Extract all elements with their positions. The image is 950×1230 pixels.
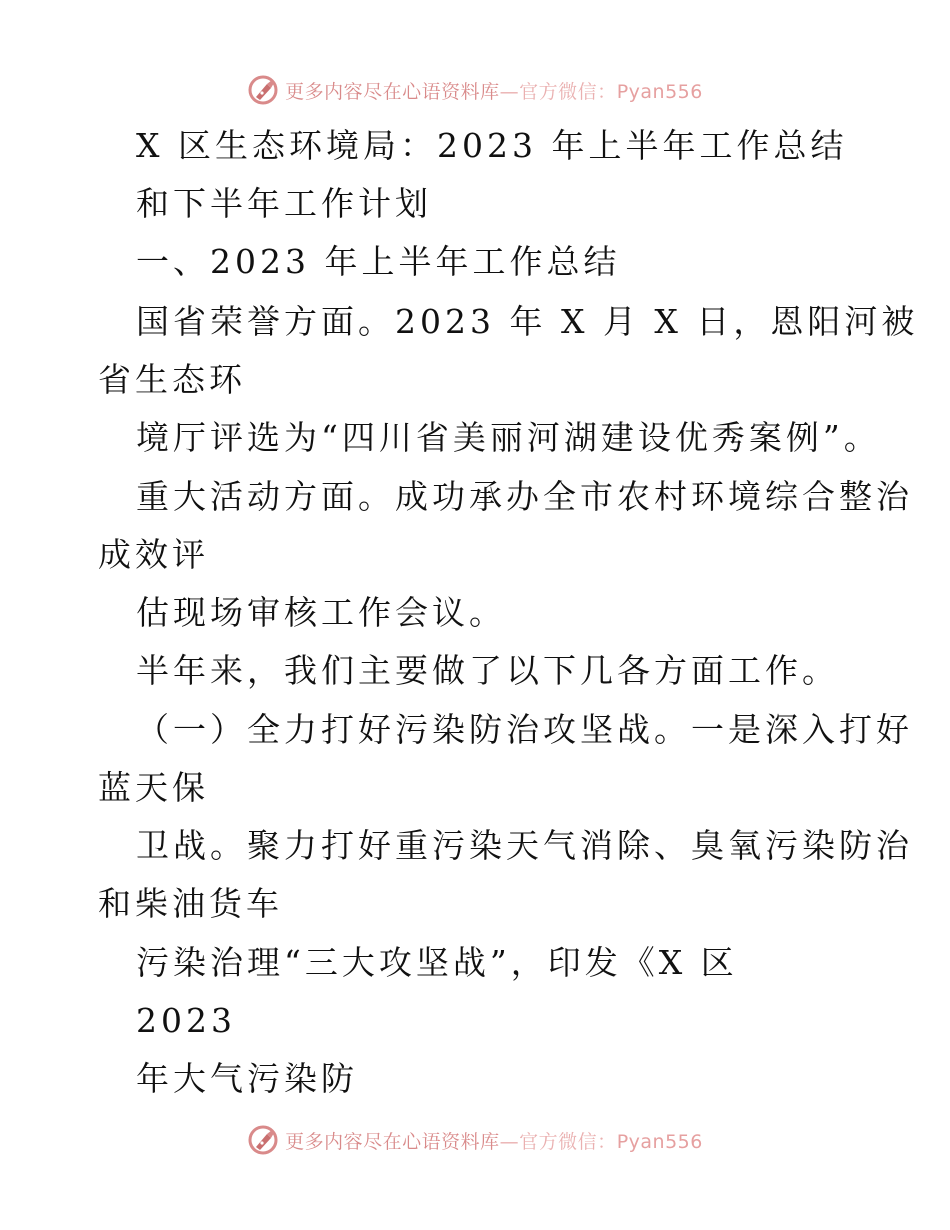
paragraph-line: 重大活动方面。成功承办全市农村环境综合整治 <box>136 477 913 516</box>
paragraph-line: 估现场审核工作会议。 <box>136 593 506 632</box>
pen-nib-circle-icon <box>247 74 279 106</box>
paragraph-line: （一）全力打好污染防治攻坚战。一是深入打好 <box>136 710 913 749</box>
pen-nib-circle-icon <box>247 1124 279 1156</box>
paragraph-line: 成效评 <box>98 535 209 574</box>
document-title-line-1: X 区生态环境局：2023 年上半年工作总结 <box>136 126 848 165</box>
paragraph-line: 和柴油货车 <box>98 884 283 923</box>
watermark-text: 更多内容尽在心语资料库—官方微信：Pyan556 <box>285 80 703 103</box>
watermark-header <box>0 70 950 110</box>
paragraph-line: 蓝天保 <box>98 768 209 807</box>
paragraph-line: 2023 <box>136 1001 236 1040</box>
watermark-footer <box>0 1120 950 1160</box>
paragraph-line: 省生态环 <box>98 360 246 399</box>
paragraph-line: 境厅评选为“四川省美丽河湖建设优秀案例”。 <box>136 418 881 457</box>
section-heading: 一、2023 年上半年工作总结 <box>136 242 621 281</box>
watermark-text: 更多内容尽在心语资料库—官方微信：Pyan556 <box>285 1130 703 1153</box>
paragraph-line: 污染治理“三大攻坚战”，印发《X 区 <box>136 943 738 982</box>
paragraph-line: 年大气污染防 <box>136 1059 358 1098</box>
paragraph-line: 卫战。聚力打好重污染天气消除、臭氧污染防治 <box>136 826 913 865</box>
paragraph-line: 半年来，我们主要做了以下几各方面工作。 <box>136 651 839 690</box>
document-title-line-2: 和下半年工作计划 <box>136 184 432 223</box>
paragraph-line: 国省荣誉方面。2023 年 X 月 X 日，恩阳河被 <box>136 302 919 341</box>
